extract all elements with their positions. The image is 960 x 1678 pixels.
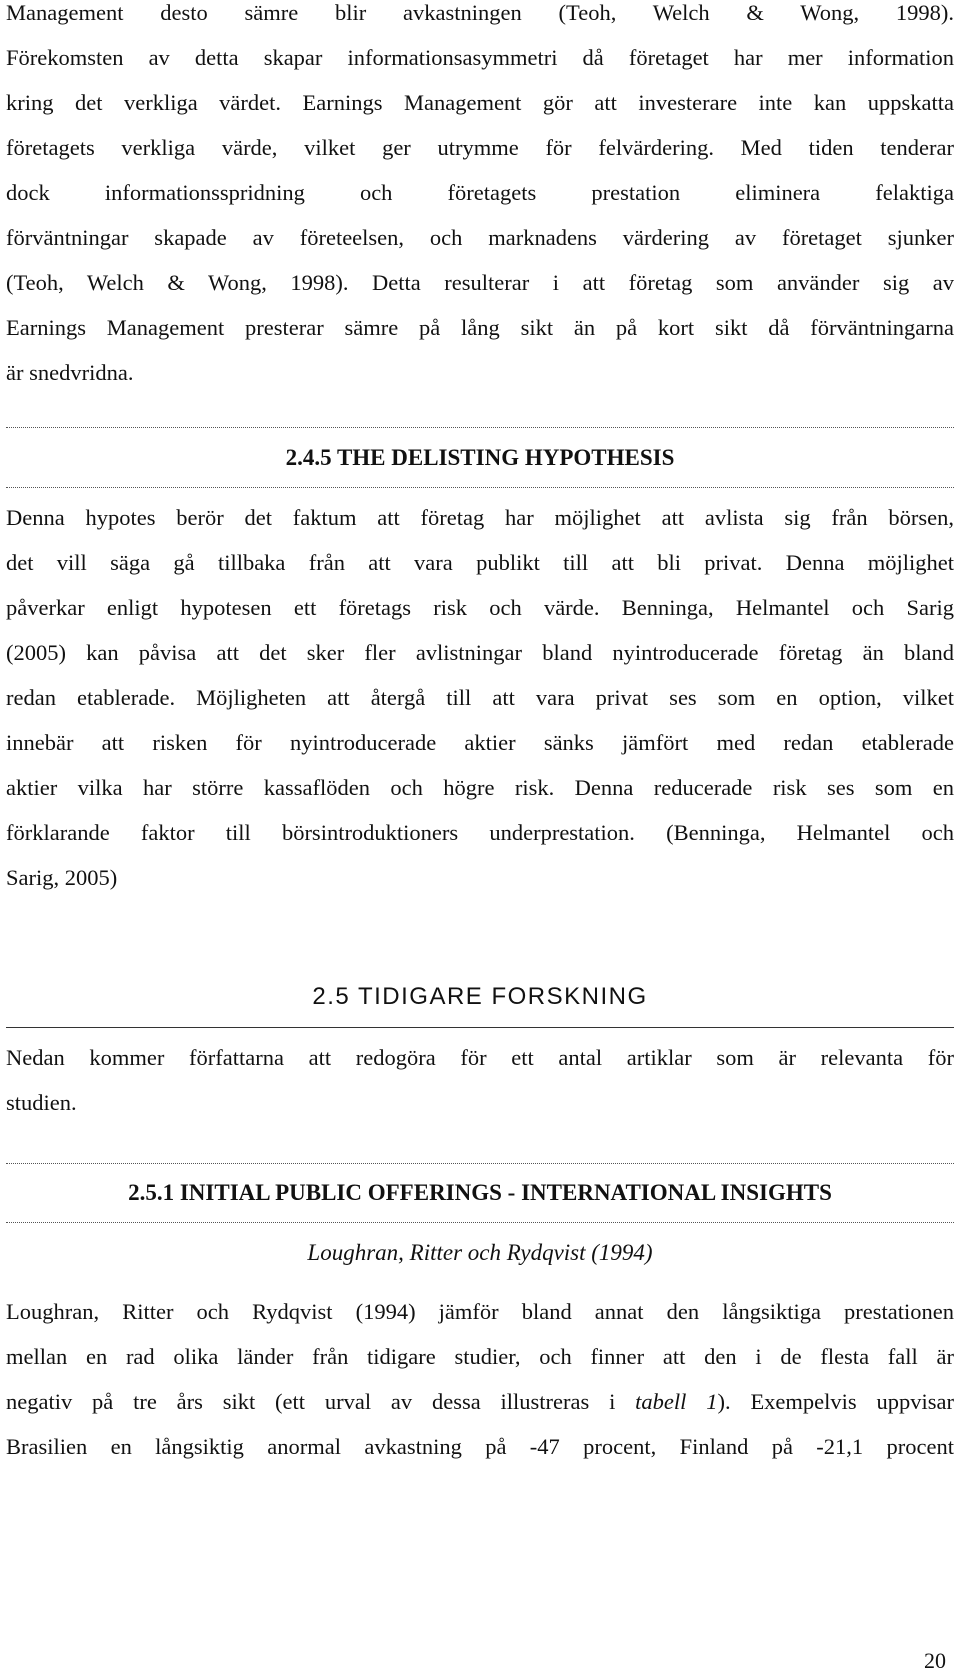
text-line: förväntningar skapade av företeelsen, och marknadens värdering av företaget sjunker xyxy=(6,225,954,250)
text-line: Brasilien en långsiktig anormal avkastning på -47 procent, Finland på -21,1 procent xyxy=(6,1434,954,1459)
text-line: mellan en rad olika länder från tidigare studier, och finner att den i de flesta fall är xyxy=(6,1344,954,1369)
section-heading-2-4-5: 2.4.5 THE DELISTING HYPOTHESIS xyxy=(285,445,675,470)
text-run: negativ på tre års sikt (ett urval av dessa illustreras i xyxy=(6,1389,636,1414)
text-line: företagets verkliga värde, vilket ger utrymme för felvärdering. Med tiden tenderar xyxy=(6,135,954,160)
text-line: innebär att risken för nyintroducerade aktier sänks jämfört med redan etablerade xyxy=(6,730,954,755)
paragraph-earnings-management xyxy=(6,0,954,395)
heading-rule-bottom xyxy=(6,1222,954,1223)
text-line: Förekomsten av detta skapar informationsasymmetri då företaget har mer information xyxy=(6,45,954,70)
text-line: kring det verkliga värdet. Earnings Management gör att investerare inte kan uppskatta xyxy=(6,90,954,115)
table-reference: tabell 1 xyxy=(635,1389,718,1414)
text-line: påverkar enligt hypotesen ett företags risk och värde. Benninga, Helmantel och Sarig xyxy=(6,595,954,620)
text-line: förklarande faktor till börsintroduktioners underprestation. (Benninga, Helmantel och xyxy=(6,820,954,845)
text-run: ). Exempelvis uppvisar xyxy=(717,1389,954,1414)
heading-rule-top xyxy=(6,427,954,428)
text-line: (Teoh, Welch & Wong, 1998). Detta resulterar i att företag som använder sig av xyxy=(6,270,954,295)
text-line: Loughran, Ritter och Rydqvist (1994) jämför bland annat den långsiktiga prestationen xyxy=(6,1299,954,1324)
section-heading-2-5: 2.5 TIDIGARE FORSKNING xyxy=(312,983,648,1010)
text-line: Management desto sämre blir avkastningen (Teoh, Welch & Wong, 1998). xyxy=(6,0,954,25)
heading-rule-top xyxy=(6,1163,954,1164)
text-line: det vill säga gå tillbaka från att vara publikt till att bli privat. Denna möjlighet xyxy=(6,550,954,575)
text-line: är snedvridna. xyxy=(6,360,134,385)
subheading-author: Loughran, Ritter och Rydqvist (1994) xyxy=(307,1240,653,1265)
section-heading-2-5-1: 2.5.1 INITIAL PUBLIC OFFERINGS - INTERNATIONAL INSIGHTS xyxy=(128,1180,832,1205)
text-line: Denna hypotes berör det faktum att företag har möjlighet att avlista sig från börsen, xyxy=(6,505,954,530)
text-line: Nedan kommer författarna att redogöra för ett antal artiklar som är relevanta för xyxy=(6,1045,954,1070)
paragraph-delisting-hypothesis xyxy=(6,495,954,900)
text-line: aktier vilka har större kassaflöden och högre risk. Denna reducerade risk ses som en xyxy=(6,775,954,800)
text-line: studien. xyxy=(6,1090,77,1115)
text-line: redan etablerade. Möjligheten att återgå till att vara privat ses som en option, vilket xyxy=(6,685,954,710)
paragraph-intro-research xyxy=(6,1035,954,1125)
text-line: Earnings Management presterar sämre på lång sikt än på kort sikt då förväntningarna xyxy=(6,315,954,340)
text-line xyxy=(6,1379,954,1424)
text-line: (2005) kan påvisa att det sker fler avlistningar bland nyintroducerade företag än bland xyxy=(6,640,954,665)
text-line: Sarig, 2005) xyxy=(6,865,118,890)
heading-rule-bottom xyxy=(6,487,954,488)
page-number: 20 xyxy=(924,1648,946,1673)
paragraph-loughran xyxy=(6,1289,954,1469)
heading-rule-solid xyxy=(6,1027,954,1028)
text-line: dock informationsspridning och företagets prestation eliminera felaktiga xyxy=(6,180,954,205)
